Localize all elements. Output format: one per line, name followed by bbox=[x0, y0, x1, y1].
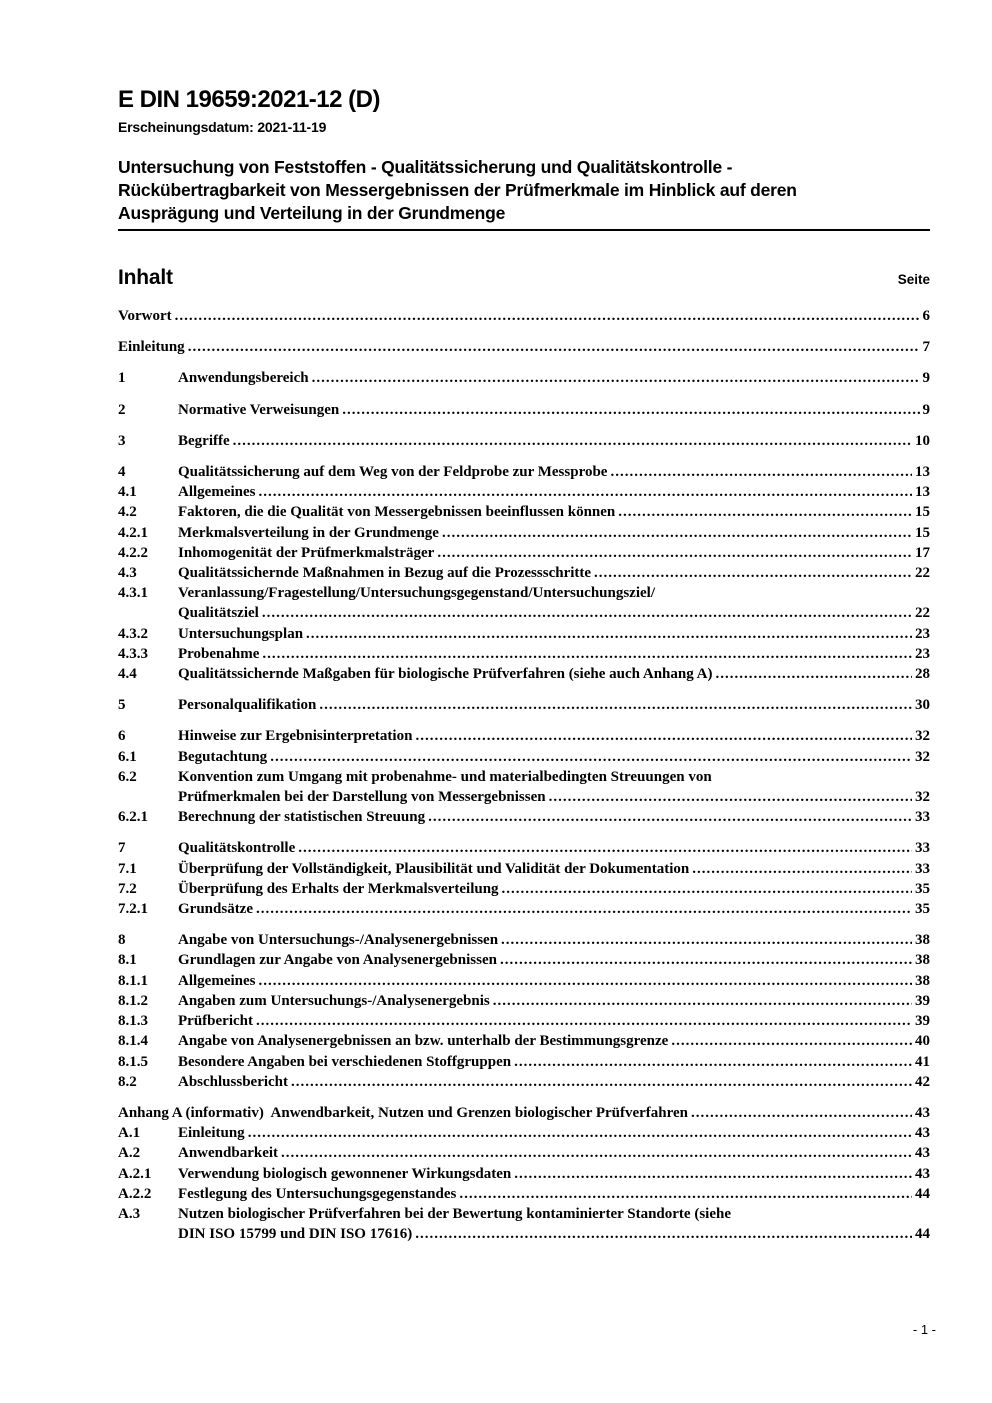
toc-entry-label: Untersuchungsplan bbox=[178, 625, 304, 642]
toc-row bbox=[118, 1204, 930, 1224]
toc-entry-page: 22 bbox=[915, 605, 930, 622]
toc-entry-label: Prüfbericht bbox=[178, 1013, 253, 1030]
toc-entry-label: Normative Verweisungen bbox=[178, 401, 340, 418]
toc-entry-label: Verwendung biologisch gewonnener Wirkungsdaten bbox=[178, 1165, 512, 1182]
toc-leader-dots bbox=[281, 1143, 912, 1163]
toc-entry-number: 3 bbox=[118, 432, 126, 449]
toc-entry-label: Nutzen biologischer Prüfverfahren bei der Bewertung kontaminierter Standorte (siehe bbox=[178, 1205, 731, 1222]
toc-leader-dots bbox=[692, 859, 912, 879]
toc-entry-label: Qualitätssichernde Maßgaben für biologische Prüfverfahren (siehe auch Anhang A) bbox=[178, 666, 713, 683]
toc-leader-dots bbox=[262, 603, 912, 623]
toc-entry-label: Anwendbarkeit bbox=[178, 1145, 279, 1162]
toc-entry-page: 43 bbox=[915, 1165, 930, 1182]
title-divider bbox=[118, 229, 930, 231]
toc-entry-label: Besondere Angaben bei verschiedenen Stoffgruppen bbox=[178, 1053, 512, 1070]
toc-entry-number: A.2.2 bbox=[118, 1185, 152, 1202]
toc-leader-dots bbox=[437, 543, 912, 563]
toc-entry-page: 33 bbox=[915, 840, 930, 857]
toc-row bbox=[118, 1103, 930, 1123]
toc-entry-number: A.1 bbox=[118, 1125, 141, 1142]
toc-leader-dots bbox=[415, 726, 912, 746]
toc-leader-dots bbox=[442, 523, 912, 543]
toc-entry-label: Allgemeines bbox=[178, 972, 256, 989]
toc-entry-label: Qualitätskontrolle bbox=[178, 840, 296, 857]
toc-row bbox=[118, 1123, 930, 1143]
toc-entry-page: 32 bbox=[915, 748, 930, 765]
toc-entry-number: 8.1.3 bbox=[118, 1013, 148, 1030]
toc-entry-page: 39 bbox=[915, 992, 930, 1009]
toc-row bbox=[118, 695, 930, 715]
toc-entry-label: Grundlagen zur Angabe von Analysenergebnissen bbox=[178, 952, 497, 969]
toc-entry-page: 43 bbox=[915, 1145, 930, 1162]
toc-row bbox=[118, 747, 930, 767]
toc-leader-dots bbox=[291, 1072, 912, 1092]
toc-entry-label: Allgemeines bbox=[178, 484, 256, 501]
toc-leader-dots bbox=[262, 644, 912, 664]
toc-entry-label: Überprüfung des Erhalts der Merkmalsverteilung bbox=[178, 880, 499, 897]
toc-entry-label: Veranlassung/Fragestellung/Untersuchungsgegenstand/Untersuchungsziel/ bbox=[178, 585, 655, 602]
toc-entry-page: 32 bbox=[915, 789, 930, 806]
toc-row bbox=[118, 1072, 930, 1092]
toc-heading: Inhalt bbox=[118, 266, 173, 289]
toc-entry-page: 38 bbox=[915, 952, 930, 969]
toc-row bbox=[118, 431, 930, 451]
toc-row bbox=[118, 991, 930, 1011]
toc-entry-number: 8.2 bbox=[118, 1073, 137, 1090]
toc-entry-label: Anhang A (informativ) Anwendbarkeit, Nutzen und Grenzen biologischer Prüfverfahren bbox=[118, 1104, 689, 1121]
toc-entry-page: 39 bbox=[915, 1013, 930, 1030]
toc-entry-number: 8.1.5 bbox=[118, 1053, 148, 1070]
doc-title-line-3: Ausprägung und Verteilung in der Grundmenge bbox=[118, 203, 506, 223]
toc-entry-page: 35 bbox=[915, 901, 930, 918]
toc-leader-dots bbox=[618, 502, 912, 522]
toc-entry-number: 6.1 bbox=[118, 748, 137, 765]
toc-leader-dots bbox=[188, 337, 920, 357]
toc-entry-page: 38 bbox=[915, 932, 930, 949]
toc-leader-dots bbox=[500, 950, 912, 970]
toc-leader-dots bbox=[594, 563, 912, 583]
toc-entry-number: 1 bbox=[118, 370, 126, 387]
toc-entry-label: Abschlussbericht bbox=[178, 1073, 289, 1090]
toc-row bbox=[118, 879, 930, 899]
toc-entry-label: Anwendungsbereich bbox=[178, 370, 309, 387]
toc-entry-page: 28 bbox=[915, 666, 930, 683]
doc-number: E DIN 19659:2021-12 (D) bbox=[118, 86, 380, 113]
toc-row bbox=[118, 462, 930, 482]
toc-entry-number: 4.2.1 bbox=[118, 524, 148, 541]
toc-entry-page: 32 bbox=[915, 728, 930, 745]
toc-entry-label: Konvention zum Umgang mit probenahme- und materialbedingten Streuungen von bbox=[178, 768, 712, 785]
page-column-label: Seite bbox=[897, 272, 930, 287]
toc-entry-label: Personalqualifikation bbox=[178, 697, 317, 714]
toc-entry-page: 10 bbox=[915, 432, 930, 449]
toc-entry-number: A.2 bbox=[118, 1145, 141, 1162]
toc-entry-page: 41 bbox=[915, 1053, 930, 1070]
toc-leader-dots bbox=[256, 899, 912, 919]
toc-entry-label: Einleitung bbox=[178, 1125, 245, 1142]
toc-entry-label: Angabe von Untersuchungs-/Analysenergebnissen bbox=[178, 932, 499, 949]
toc-entry-label: Einleitung bbox=[118, 339, 185, 356]
publish-date: Erscheinungsdatum: 2021-11-19 bbox=[118, 119, 327, 135]
toc-leader-dots bbox=[610, 462, 912, 482]
toc-entry-page: 30 bbox=[915, 697, 930, 714]
toc-entry-number: 7.1 bbox=[118, 860, 137, 877]
toc-row bbox=[118, 787, 930, 807]
toc-entry-page: 33 bbox=[915, 809, 930, 826]
toc-entry-label: Qualitätssichernde Maßnahmen in Bezug auf die Prozessschritte bbox=[178, 565, 592, 582]
toc-entry-label: Begriffe bbox=[178, 432, 230, 449]
toc-leader-dots bbox=[514, 1052, 912, 1072]
toc-row bbox=[118, 807, 930, 827]
toc-entry-number: 4.2.2 bbox=[118, 544, 148, 561]
toc-row bbox=[118, 838, 930, 858]
toc-entry-label: Probenahme bbox=[178, 645, 260, 662]
toc-leader-dots bbox=[549, 787, 912, 807]
toc-entry-page: 38 bbox=[915, 972, 930, 989]
toc-row bbox=[118, 1011, 930, 1031]
toc-row bbox=[118, 523, 930, 543]
toc-entry-page: 13 bbox=[915, 464, 930, 481]
toc-leader-dots bbox=[319, 695, 912, 715]
toc-leader-dots bbox=[415, 1224, 912, 1244]
toc-row bbox=[118, 899, 930, 919]
toc-leader-dots bbox=[691, 1103, 912, 1123]
toc-header bbox=[118, 266, 930, 290]
toc-row bbox=[118, 1224, 930, 1244]
toc-row bbox=[118, 502, 930, 522]
toc-entry-page: 40 bbox=[915, 1033, 930, 1050]
toc-entry-number: 8.1.2 bbox=[118, 992, 148, 1009]
toc-entry-page: 23 bbox=[915, 625, 930, 642]
toc-row bbox=[118, 1031, 930, 1051]
toc-entry-label: Festlegung des Untersuchungsgegenstandes bbox=[178, 1185, 457, 1202]
toc-leader-dots bbox=[256, 1011, 912, 1031]
toc-entry-label: Angabe von Analysenergebnissen an bzw. unterhalb der Bestimmungsgrenze bbox=[178, 1033, 669, 1050]
toc-entry-label: Prüfmerkmalen bei der Darstellung von Messergebnissen bbox=[178, 789, 546, 806]
toc-entry-page: 15 bbox=[915, 524, 930, 541]
doc-title bbox=[118, 156, 930, 225]
toc-entry-page: 33 bbox=[915, 860, 930, 877]
page-number-indicator: - 1 - bbox=[912, 1322, 936, 1337]
toc-entry-page: 7 bbox=[922, 339, 930, 356]
toc-row bbox=[118, 368, 930, 388]
toc-leader-dots bbox=[312, 368, 920, 388]
toc-entry-label: Hinweise zur Ergebnisinterpretation bbox=[178, 728, 413, 745]
toc-entry-page: 9 bbox=[922, 401, 930, 418]
toc-entry-number: 8 bbox=[118, 932, 126, 949]
toc-row bbox=[118, 971, 930, 991]
doc-title-line-2: Rückübertragbarkeit von Messergebnissen der Prüfmerkmale im Hinblick auf deren bbox=[118, 180, 797, 200]
toc-entry-number: 6.2 bbox=[118, 768, 137, 785]
toc-leader-dots bbox=[175, 306, 920, 326]
toc-entry-number: 6 bbox=[118, 728, 126, 745]
toc-leader-dots bbox=[493, 991, 912, 1011]
toc-entry-page: 43 bbox=[915, 1125, 930, 1142]
toc-entry-label: DIN ISO 15799 und DIN ISO 17616) bbox=[178, 1226, 413, 1243]
toc-row bbox=[118, 543, 930, 563]
toc-leader-dots bbox=[501, 930, 912, 950]
toc-row bbox=[118, 1184, 930, 1204]
toc-leader-dots bbox=[298, 838, 912, 858]
toc-row bbox=[118, 1052, 930, 1072]
toc-row bbox=[118, 603, 930, 623]
toc-entry-label: Inhomogenität der Prüfmerkmalsträger bbox=[178, 544, 435, 561]
toc-list bbox=[118, 306, 930, 1244]
toc-entry-number: 4.3.1 bbox=[118, 585, 148, 602]
toc-row bbox=[118, 624, 930, 644]
toc-entry-label: Überprüfung der Vollständigkeit, Plausibilität und Validität der Dokumentation bbox=[178, 860, 690, 877]
toc-entry-label: Begutachtung bbox=[178, 748, 268, 765]
toc-entry-number: 4.3.3 bbox=[118, 645, 148, 662]
toc-row bbox=[118, 767, 930, 787]
toc-leader-dots bbox=[514, 1164, 912, 1184]
toc-row bbox=[118, 950, 930, 970]
toc-entry-number: 2 bbox=[118, 401, 126, 418]
toc-leader-dots bbox=[270, 747, 912, 767]
toc-entry-number: 4 bbox=[118, 464, 126, 481]
toc-entry-page: 9 bbox=[922, 370, 930, 387]
toc-entry-number: 4.3 bbox=[118, 565, 137, 582]
toc-entry-number: A.2.1 bbox=[118, 1165, 152, 1182]
toc-leader-dots bbox=[671, 1031, 912, 1051]
toc-row bbox=[118, 337, 930, 357]
toc-entry-number: 4.4 bbox=[118, 666, 137, 683]
toc-entry-number: 4.3.2 bbox=[118, 625, 148, 642]
toc-entry-label: Merkmalsverteilung in der Grundmenge bbox=[178, 524, 439, 541]
toc-entry-number: 6.2.1 bbox=[118, 809, 148, 826]
toc-entry-page: 15 bbox=[915, 504, 930, 521]
toc-row bbox=[118, 400, 930, 420]
toc-entry-number: 7.2.1 bbox=[118, 901, 148, 918]
toc-row bbox=[118, 664, 930, 684]
toc-leader-dots bbox=[502, 879, 912, 899]
toc-leader-dots bbox=[248, 1123, 912, 1143]
toc-entry-number: 4.2 bbox=[118, 504, 137, 521]
toc-row bbox=[118, 306, 930, 326]
toc-entry-label: Angaben zum Untersuchungs-/Analysenergebnis bbox=[178, 992, 490, 1009]
toc-leader-dots bbox=[715, 664, 912, 684]
toc-entry-page: 13 bbox=[915, 484, 930, 501]
toc-row bbox=[118, 583, 930, 603]
toc-leader-dots bbox=[306, 624, 912, 644]
toc-entry-number: 7.2 bbox=[118, 880, 137, 897]
toc-entry-label: Vorwort bbox=[118, 308, 172, 324]
toc-row bbox=[118, 644, 930, 664]
toc-leader-dots bbox=[342, 400, 919, 420]
toc-entry-page: 44 bbox=[915, 1185, 930, 1202]
toc-leader-dots bbox=[428, 807, 912, 827]
toc-entry-page: 23 bbox=[915, 645, 930, 662]
toc-entry-label: Faktoren, die die Qualität von Messergebnissen beeinflussen können bbox=[178, 504, 616, 521]
toc-entry-number: 8.1.1 bbox=[118, 972, 148, 989]
toc-entry-page: 43 bbox=[915, 1104, 930, 1121]
toc-row bbox=[118, 930, 930, 950]
toc-row bbox=[118, 482, 930, 502]
toc-entry-page: 6 bbox=[922, 308, 930, 324]
doc-title-line-1: Untersuchung von Feststoffen - Qualitätssicherung und Qualitätskontrolle - bbox=[118, 157, 733, 177]
toc-entry-label: Qualitätsziel bbox=[178, 605, 259, 622]
toc-entry-page: 17 bbox=[915, 544, 930, 561]
toc-entry-number: 4.1 bbox=[118, 484, 137, 501]
toc-row bbox=[118, 1143, 930, 1163]
toc-entry-number: 8.1 bbox=[118, 952, 137, 969]
toc-entry-number: 5 bbox=[118, 697, 126, 714]
toc-entry-number: 8.1.4 bbox=[118, 1033, 148, 1050]
toc-entry-number: 7 bbox=[118, 840, 126, 857]
toc-leader-dots bbox=[258, 482, 912, 502]
toc-entry-label: Qualitätssicherung auf dem Weg von der Feldprobe zur Messprobe bbox=[178, 464, 608, 481]
toc-entry-page: 22 bbox=[915, 565, 930, 582]
toc-entry-number: A.3 bbox=[118, 1205, 141, 1222]
toc-leader-dots bbox=[258, 971, 912, 991]
toc-entry-page: 42 bbox=[915, 1073, 930, 1090]
toc-entry-label: Grundsätze bbox=[178, 901, 253, 918]
toc-entry-page: 44 bbox=[915, 1226, 930, 1243]
toc-leader-dots bbox=[459, 1184, 912, 1204]
toc-leader-dots bbox=[233, 431, 912, 451]
toc-row bbox=[118, 859, 930, 879]
toc-row bbox=[118, 726, 930, 746]
toc-entry-label: Berechnung der statistischen Streuung bbox=[178, 809, 426, 826]
toc-row bbox=[118, 563, 930, 583]
toc-row bbox=[118, 1164, 930, 1184]
toc-entry-page: 35 bbox=[915, 880, 930, 897]
